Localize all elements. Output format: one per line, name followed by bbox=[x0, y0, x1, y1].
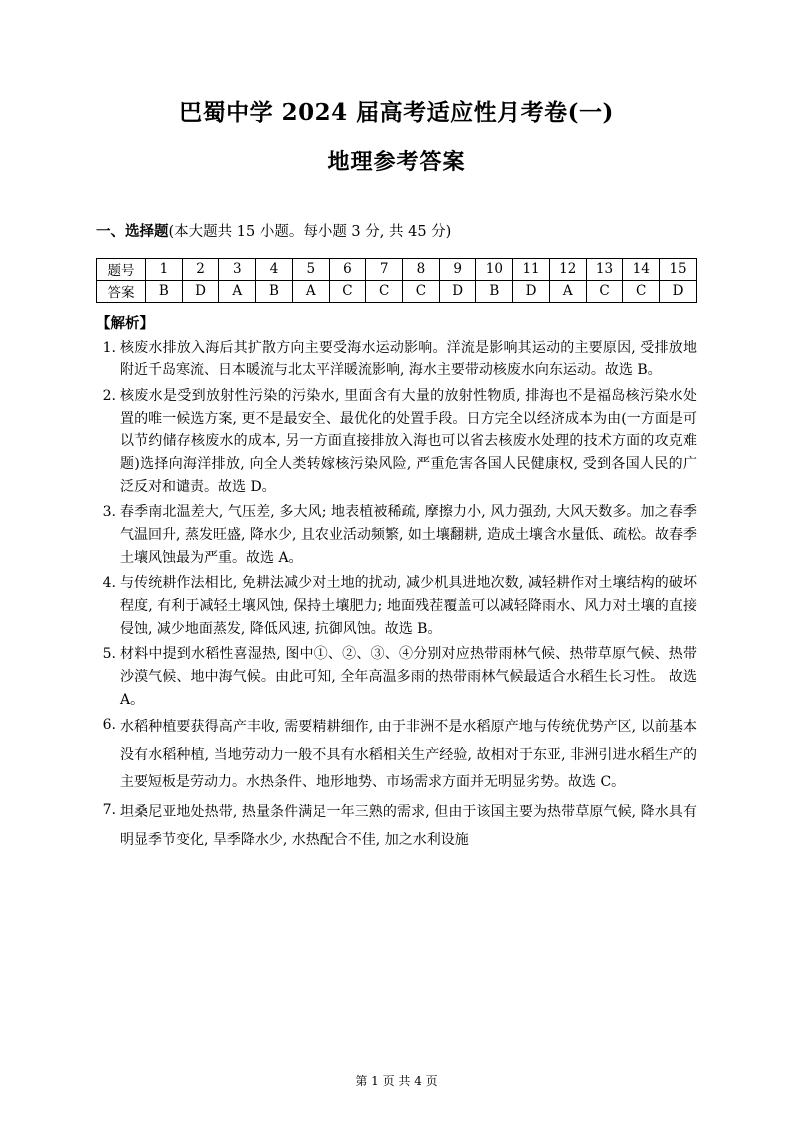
question-number: 10 bbox=[476, 258, 513, 280]
list-item bbox=[96, 501, 697, 569]
answer-cell: B bbox=[256, 280, 293, 302]
answer-cell: A bbox=[292, 280, 329, 302]
item-text: 核废水是受到放射性污染的污染水, 里面含有大量的放射性物质, 排海也不是福岛核污染水处置的唯一候选方案, 更不是最安全、最优化的处置手段。日方完全以经济成本为由(一方面是可以节约储存核废水的成本, 另一方面直接排放入海也可以省去核废水处理的技术方面的攻克难题)选择向海洋排放, 向全人类转嫁核污染风险, 严重危害各国人民健康权, 受到各国人民的广泛反对和谴责。故选 D。 bbox=[120, 388, 697, 495]
question-number: 14 bbox=[623, 258, 660, 280]
item-text: 材料中提到水稻性喜湿热, 图中①、②、③、④分别对应热带雨林气候、热带草原气候、热带沙漠气候、地中海气候。由此可知, 全年高温多雨的热带雨林气候最适合水稻生长习性。 故选 A。 bbox=[120, 646, 697, 708]
list-item bbox=[96, 572, 697, 640]
answer-cell: A bbox=[549, 280, 586, 302]
question-number: 13 bbox=[586, 258, 623, 280]
question-number: 3 bbox=[219, 258, 256, 280]
answer-cell: D bbox=[182, 280, 219, 302]
table-row-numbers bbox=[97, 258, 697, 280]
item-number: 5. bbox=[102, 646, 116, 663]
item-text: 水稻种植要获得高产丰收, 需要精耕细作, 由于非洲不是水稻原产地与传统优势产区, 以前基本没有水稻种植, 当地劳动力一般不具有水稻相关生产经验, 故相对于东亚, 非洲引进水稻生产的主要短板是劳动力。水热条件、地形地势、市场需求方面并无明显劣势。故选 C。 bbox=[120, 719, 697, 791]
list-item bbox=[96, 643, 697, 711]
explanation-list bbox=[96, 337, 697, 854]
answer-cell: C bbox=[586, 280, 623, 302]
question-number: 15 bbox=[660, 258, 697, 280]
item-text: 春季南北温差大, 气压差, 多大风; 地表植被稀疏, 摩擦力小, 风力强劲, 大风天数多。加之春季气温回升, 蒸发旺盛, 降水少, 且农业活动频繁, 如土壤翻耕, 造成土壤含水量低、疏松。故春季土壤风蚀最为严重。故选 A。 bbox=[120, 504, 697, 566]
answer-cell: C bbox=[623, 280, 660, 302]
row-label-answer: 答案 bbox=[97, 280, 146, 302]
section-heading-bold: 一、选择题 bbox=[96, 222, 169, 240]
answer-cell: C bbox=[403, 280, 440, 302]
item-text: 坦桑尼亚地处热带, 热量条件满足一年三熟的需求, 但由于该国主要为热带草原气候, 降水具有明显季节变化, 旱季降水少, 水热配合不佳, 加之水利设施 bbox=[120, 804, 697, 848]
question-number: 4 bbox=[256, 258, 293, 280]
section-heading bbox=[96, 220, 697, 244]
list-item bbox=[96, 799, 697, 854]
page-title: 巴蜀中学 2024 届高考适应性月考卷(一) bbox=[179, 99, 614, 126]
list-item bbox=[96, 714, 697, 796]
question-number: 2 bbox=[182, 258, 219, 280]
answer-cell: C bbox=[366, 280, 403, 302]
answer-cell: B bbox=[476, 280, 513, 302]
answer-key-table bbox=[96, 258, 697, 303]
question-number: 6 bbox=[329, 258, 366, 280]
item-number: 1. bbox=[102, 339, 116, 356]
item-number: 6. bbox=[102, 717, 116, 734]
item-text: 与传统耕作法相比, 免耕法减少对土地的扰动, 减少机具进地次数, 减轻耕作对土壤结构的破坏程度, 有利于减轻土壤风蚀, 保持土壤肥力; 地面残茬覆盖可以减轻降雨水、风力对土壤的直接侵蚀, 减少地面蒸发, 降低风速, 抗御风蚀。故选 B。 bbox=[120, 575, 697, 637]
answer-cell: A bbox=[219, 280, 256, 302]
answer-cell: D bbox=[660, 280, 697, 302]
question-number: 12 bbox=[549, 258, 586, 280]
section-heading-rest: (本大题共 15 小题。每小题 3 分, 共 45 分) bbox=[168, 223, 452, 240]
answer-cell: C bbox=[329, 280, 366, 302]
page-subtitle: 地理参考答案 bbox=[327, 148, 466, 175]
analysis-label: 【解析】 bbox=[96, 314, 154, 332]
answer-cell: D bbox=[513, 280, 550, 302]
question-number: 7 bbox=[366, 258, 403, 280]
question-number: 1 bbox=[146, 258, 183, 280]
page-footer: 第 1 页 共 4 页 bbox=[355, 1074, 438, 1088]
item-number: 2. bbox=[102, 388, 116, 405]
title-block bbox=[96, 0, 697, 176]
list-item bbox=[96, 337, 697, 382]
question-number: 9 bbox=[439, 258, 476, 280]
answer-cell: B bbox=[146, 280, 183, 302]
row-label-number: 题号 bbox=[97, 258, 146, 280]
answer-cell: D bbox=[439, 280, 476, 302]
table-row-answers bbox=[97, 280, 697, 302]
item-number: 3. bbox=[102, 504, 116, 521]
question-number: 8 bbox=[403, 258, 440, 280]
question-number: 11 bbox=[513, 258, 550, 280]
list-item bbox=[96, 385, 697, 498]
question-number: 5 bbox=[292, 258, 329, 280]
item-text: 核废水排放入海后其扩散方向主要受海水运动影响。洋流是影响其运动的主要原因, 受排放地附近千岛寒流、日本暖流与北太平洋暖流影响, 海水主要带动核废水向东运动。故选 B。 bbox=[120, 339, 697, 379]
item-number: 7. bbox=[102, 802, 116, 819]
item-number: 4. bbox=[102, 575, 116, 592]
